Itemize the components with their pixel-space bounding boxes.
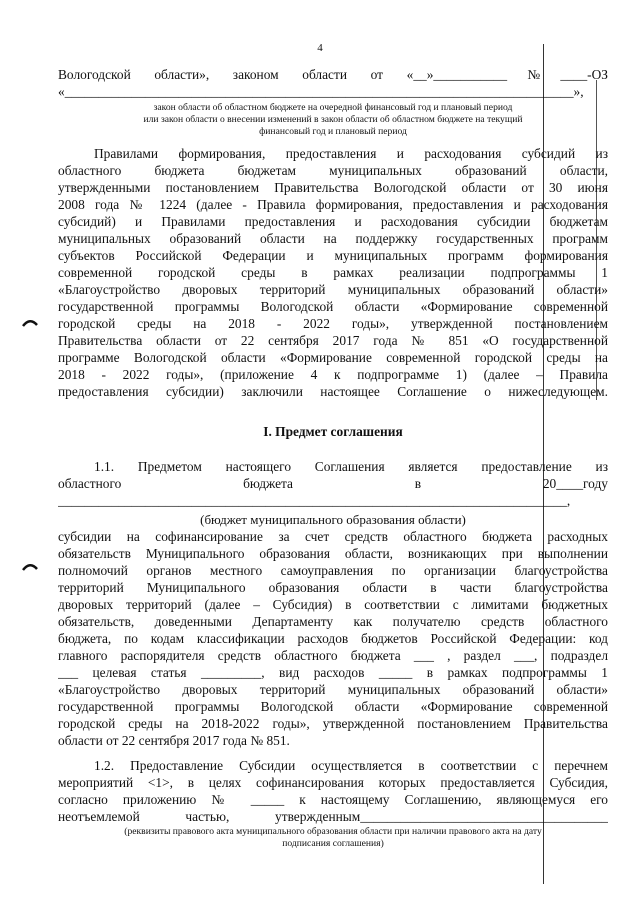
text-line: ____________________________________________________________________________,	[58, 493, 571, 508]
hole-punch-mark-icon	[22, 319, 38, 327]
text-line: главного распорядителя средств областного бюджета ___ , раздел ___, подраздел	[58, 648, 608, 663]
text-line: программе Вологодской области «Формирование современной городской среды на	[58, 350, 608, 365]
text-line: 2008 года № 1224 (далее - Правила формирования, предоставления и расходования	[58, 197, 608, 212]
footnote-law	[58, 102, 608, 138]
text-line: 1.2. Предоставление Субсидии осуществляется в соответствии с перечнем	[94, 758, 608, 773]
text-line: областного бюджета в 20____году	[58, 476, 608, 491]
text-line: современной городской среды в рамках реализации подпрограммы 1	[58, 265, 608, 280]
text-line: неотъемлемой частью, утвержденным_____________________________________	[58, 809, 608, 824]
note-line: финансовый год и плановый период	[259, 126, 407, 137]
text-line: городской среды на 2018-2022 годы», утвержденной постановлением Правительства	[58, 716, 608, 731]
note-line: подписания соглашения)	[282, 838, 384, 849]
hole-punch-mark-icon	[22, 563, 38, 571]
text-line: субсидий) и Правилами предоставления и расходования субсидии бюджетам	[58, 214, 608, 229]
text-line: Правительства области от 22 сентября 2017 года № 851 «О государственной	[58, 333, 608, 348]
paragraph-measures	[58, 757, 608, 825]
text-line: мероприятий <1>, в целях софинансирования которых предоставляется Субсидия,	[58, 775, 608, 790]
text-line: бюджета, по кодам классификации расходов бюджетов Российской Федерации: код	[58, 631, 608, 646]
text-line: городской среды на 2018 - 2022 годы», утвержденной постановлением	[58, 316, 608, 331]
text-line: предоставления субсидии) заключили настоящее Соглашение о нижеследующем.	[58, 384, 608, 399]
note-line: закон области об областном бюджете на очередной финансовый год и плановый период	[153, 102, 513, 113]
paragraph-subsidy	[58, 528, 608, 749]
text-line: ___ целевая статья _________, вид расходов _____ в рамках подпрограммы 1	[58, 665, 608, 680]
top-line: «____________________________________________________________________________»,	[58, 84, 584, 99]
top-section	[58, 66, 608, 100]
text-line: субсидии на софинансирование за счет средств областного бюджета расходных	[58, 529, 608, 544]
text-line: 2018 - 2022 годы», (приложение 4 к подпрограмме 1) (далее – Правила	[58, 367, 608, 382]
text-line: 1.1. Предметом настоящего Соглашения является предоставление из	[94, 459, 608, 474]
text-line: областного бюджета бюджетам муниципальных образований области,	[58, 163, 608, 178]
text-line: муниципальных образований области на поддержку государственных программ	[58, 231, 608, 246]
footnote-act-details	[58, 826, 608, 850]
text-line: согласно приложению № _____ к настоящему Соглашению, являющемуся его	[58, 792, 608, 807]
text-line: полномочий органов местного самоуправления по организации благоустройства	[58, 563, 608, 578]
text-line: государственной программы Вологодской области «Формирование современной	[58, 699, 608, 714]
note-municipal-budget: (бюджет муниципального образования области)	[200, 512, 466, 527]
text-line: Правилами формирования, предоставления и расходования субсидий из	[94, 146, 608, 161]
paragraph-rules	[58, 145, 608, 400]
text-line: обязательств Муниципального образования области, возникающих при выполнении	[58, 546, 608, 561]
paragraph-subject	[58, 458, 608, 509]
text-line: дворовых территорий (далее – Субсидия) в соответствии с лимитами бюджетных	[58, 597, 608, 612]
top-line: Вологодской области», законом области от «__»___________№____-ОЗ	[58, 67, 608, 82]
text-line: государственной программы Вологодской области «Формирование современной	[58, 299, 608, 314]
note-line: (реквизиты правового акта муниципального образования области при наличии правового акта на дату	[124, 826, 542, 837]
text-line: обязательств, доведенными Департаменту как получателю средств областного	[58, 614, 608, 629]
page-number: 4	[317, 42, 323, 54]
text-line: области от 22 сентября 2017 года № 851.	[58, 733, 290, 748]
note-line: или закон области о внесении изменений в закон области об областном бюджете на текущий	[143, 114, 523, 125]
section-heading: I. Предмет соглашения	[263, 424, 403, 439]
text-line: «Благоустройство дворовых территорий муниципальных образований области»	[58, 682, 608, 697]
text-line: утвержденными постановлением Правительства Вологодской области от 30 июня	[58, 180, 608, 195]
text-line: субъектов Российской Федерации и муниципальных программ формирования	[58, 248, 608, 263]
text-line: территорий Муниципального образования области в части благоустройства	[58, 580, 608, 595]
text-line: «Благоустройство дворовых территорий муниципальных образований области»	[58, 282, 608, 297]
